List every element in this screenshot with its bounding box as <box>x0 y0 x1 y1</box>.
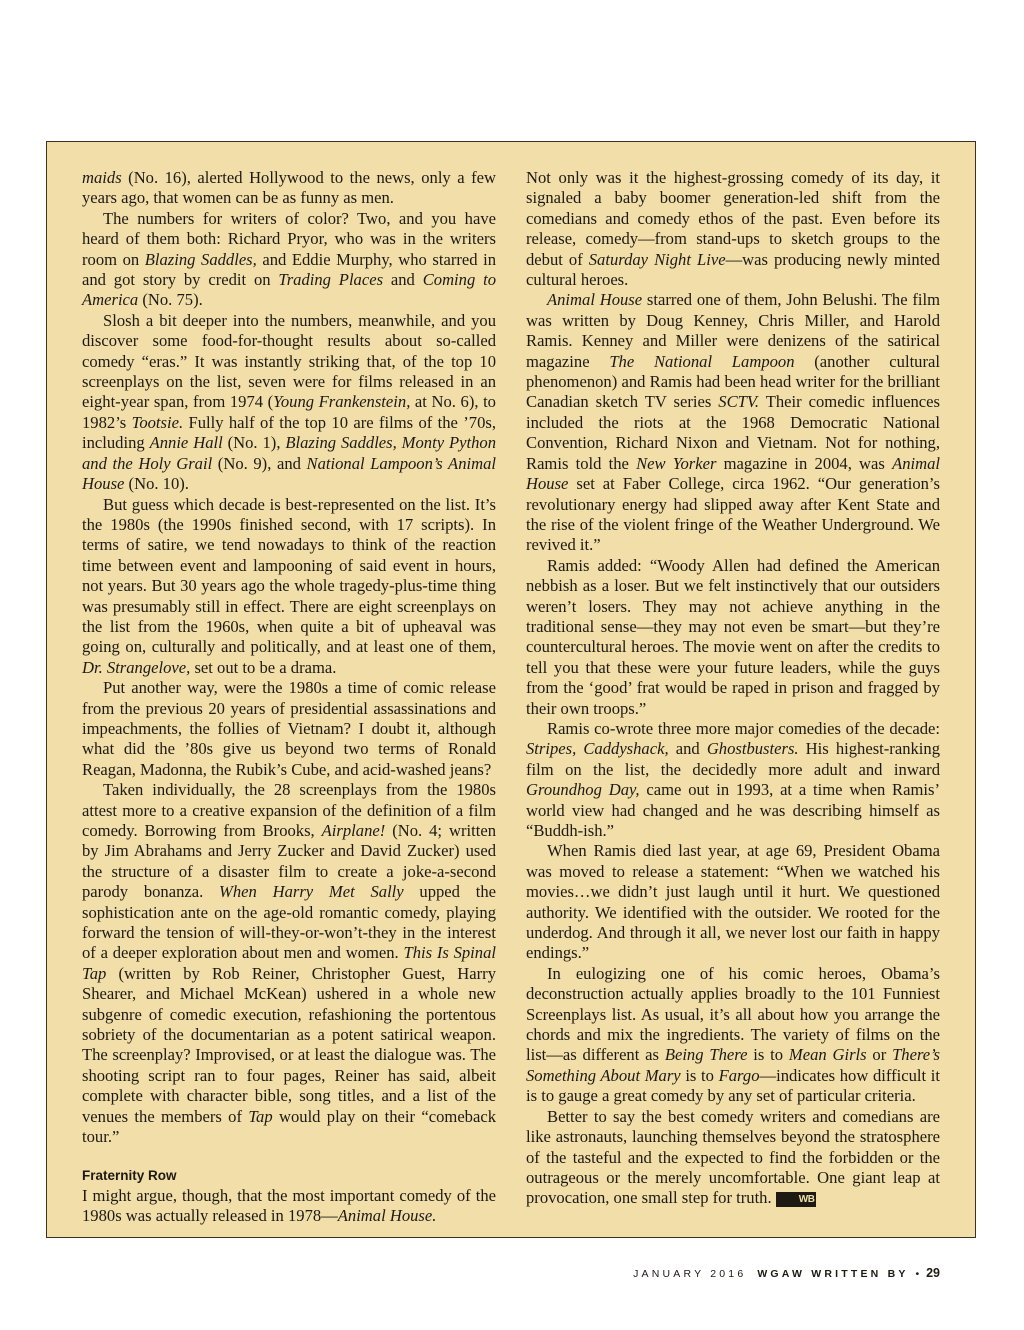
footer-publication: WGAW WRITTEN BY <box>757 1268 909 1280</box>
text-run: Put another way, were the 1980s a time of comic release from the previous 20 years of presidential assassinations and impeachments, the follies of Vietnam? I doubt it, although what did the ’80s give us beyond two terms of Ronald Reagan, Madonna, the Rubik’s Cube, and acid-washed jeans? <box>82 678 496 779</box>
left-column-paragraphs <box>82 168 496 1148</box>
italic-title: Saturday Night Live <box>588 249 726 269</box>
page-number: 29 <box>926 1266 940 1280</box>
text-run: When Ramis died last year, at age 69, President Obama was moved to release a statement: “When we watched his movies…we didn’t just laugh until it hurt. We questioned authority. We identified with the outsider. We rooted for the underdog. And through it all, we never lost our faith in happy endings.” <box>526 841 940 963</box>
text-run: starred one of them, John Belushi. The film was written by Doug Kenney, Chris Miller, and Harold Ramis. Kenney and Miller were denizens of the satirical magazine <box>526 290 940 371</box>
italic-title: Young Frankenstein, <box>273 392 411 412</box>
text-run: at No. 6), to 1982’s <box>82 392 496 432</box>
italic-title: Stripes, Caddyshack, <box>526 739 669 759</box>
text-run: set at Faber College, circa 1962. “Our generation’s revolutionary energy had slipped away after Kent State and the rise of the violent fringe of the Weather Underground. We revived it.” <box>526 474 940 555</box>
italic-title: New Yorker <box>636 453 717 473</box>
paragraph <box>526 841 940 963</box>
italic-title: Groundhog Day, <box>526 780 640 800</box>
italic-title: National Lampoon’s Animal House <box>82 453 496 494</box>
text-run: and <box>383 270 423 290</box>
text-run: and Eddie Murphy, who starred in and got story by credit on <box>82 249 497 290</box>
text-run: —indicates how difficult it is to gauge a great comedy by any set of particular criteria. <box>526 1065 941 1106</box>
text-run: or <box>866 1045 893 1065</box>
text-run: The numbers for writers of color? Two, and you have heard of them both: Richard Pryor, who was in the writers room on <box>82 208 496 269</box>
text-run: (No. 1), <box>222 433 286 453</box>
text-run: magazine in 2004, was <box>716 453 893 473</box>
italic-title: Airplane! <box>321 821 386 840</box>
right-column <box>526 168 940 1209</box>
text-run: Fully half of the top 10 are films of the ’70s, including <box>82 412 496 453</box>
text-run: (another cultural phenomenon) and Ramis had been head writer for the brilliant Canadian sketch TV series <box>526 351 940 412</box>
text-run: Ramis co-wrote three more major comedies of the decade: <box>547 718 940 738</box>
text-run: Slosh a bit deeper into the numbers, meanwhile, and you discover some food-for-thought results about so-called comedy “eras.” It was instantly striking that, of the top 10 screenplays on the list, seven were for films released in an eight-year span, from 1974 ( <box>82 310 496 412</box>
text-run: is to <box>680 1065 719 1085</box>
text-run: would play on their “comeback tour.” <box>82 1106 497 1147</box>
footer-issue-date: JANUARY 2016 <box>633 1268 747 1280</box>
paragraph <box>82 311 496 495</box>
paragraph <box>82 780 496 1147</box>
paragraph <box>526 964 940 1107</box>
text-run: In eulogizing one of his comic heroes, Obama’s deconstruction actually applies broadly to the 101 Funniest Screenplays list. As usual, it’s all about how you arrange the chords and mix the ingredients. The variety of films on the list—as different as <box>526 963 940 1065</box>
text-run: (written by Rob Reiner, Christopher Guest, Harry Shearer, and Michael McKean) ushered in a whole new subgenre of comedic execution, refashioning the portentous sobriety of the documentarian as a potent satirical weapon. The screenplay? Improvised, or at least the dialogue was. The shooting script ran to four pages, Reiner has said, albeit complete with character bible, song titles, and a list of the venues the members of <box>82 963 496 1126</box>
page-footer <box>633 1266 940 1280</box>
italic-title: Trading Places <box>278 270 384 290</box>
text-run: and <box>668 739 707 759</box>
left-column <box>82 168 496 1226</box>
italic-title: Animal House. <box>337 1205 437 1225</box>
text-run: upped the sophistication ante on the age-old romantic comedy, playing forward the tension of will-they-or-won’t-they in the interest of a deeper exploration about men and women. <box>82 882 497 963</box>
left-column-after-subhead <box>82 1186 496 1227</box>
text-run: came out in 1993, at a time when Ramis’ world view had changed and he was describing himself as “Buddh-ish.” <box>526 780 940 840</box>
text-run: set out to be a drama. <box>190 657 337 677</box>
text-run: (No. 4; written by Jim Abrahams and Jerry Zucker and David Zucker) used the structure of a disaster film to create a joke-a-second parody bonanza. <box>82 821 496 902</box>
paragraph <box>526 719 940 841</box>
italic-title: Animal House <box>547 290 643 310</box>
italic-title: Being There <box>664 1045 748 1065</box>
paragraph <box>82 495 496 679</box>
italic-title: Dr. Strangelove, <box>82 657 191 677</box>
italic-title: SCTV. <box>718 392 760 412</box>
italic-title: maids <box>82 168 122 187</box>
paragraph <box>82 209 496 311</box>
text-run: Taken individually, the 28 screenplays from the 1980s attest more to a creative expansion of the definition of a film comedy. Borrowing from Brooks, <box>82 780 496 840</box>
italic-title: Blazing Saddles, Monty Python and the Holy Grail <box>82 433 496 473</box>
italic-title: Tap <box>248 1106 273 1126</box>
text-run: Better to say the best comedy writers and comedians are like astronauts, launching themselves beyond the stratosphere of the tasteful and the expected to find the forbidden or the outrageous or the merely uncomfortable. One giant leap at provocation, one small step for truth. <box>526 1106 940 1208</box>
paragraph <box>82 1186 496 1227</box>
text-run: I might argue, though, that the most important comedy of the 1980s was actually released in 1978— <box>82 1185 496 1225</box>
text-run: is to <box>747 1045 789 1065</box>
section-subhead: Fraternity Row <box>82 1167 177 1183</box>
italic-title: When Harry Met Sally <box>219 882 404 902</box>
paragraph <box>526 290 940 555</box>
italic-title: Coming to America <box>82 270 497 310</box>
text-run: —was producing newly minted cultural heroes. <box>526 249 940 290</box>
text-run: (No. 16), alerted Hollywood to the news, only a few years ago, that women can be as funny as men. <box>82 168 496 208</box>
paragraph <box>526 1107 940 1209</box>
italic-title: Tootsie. <box>131 412 184 432</box>
paragraph <box>82 678 496 780</box>
article-panel <box>46 141 976 1238</box>
text-run: His highest-ranking film on the list, the decidedly more adult and inward <box>526 739 940 779</box>
paragraph <box>526 168 940 290</box>
footer-separator: • <box>915 1268 920 1280</box>
italic-title: There’s Something About Mary <box>526 1045 941 1085</box>
text-run: (No. 75). <box>138 290 203 310</box>
text-run: Not only was it the highest-grossing comedy of its day, it signaled a baby boomer generation-led shift from the comedians and comedy ethos of the past. Even before its release, comedy—from stand-ups to sketch groups to the debut of <box>526 168 940 269</box>
italic-title: Annie Hall <box>149 433 223 453</box>
text-run: Their comedic influences included the riots at the 1968 Democratic National Convention, Richard Nixon and Vietnam. Not for nothing, Ramis told the <box>526 392 940 473</box>
text-run: (No. 10). <box>124 474 189 494</box>
italic-title: The National Lampoon <box>609 351 795 371</box>
text-run: Ramis added: “Woody Allen had defined the American nebbish as a loser. But we felt instinctively that our outsiders weren’t losers. They may not achieve anything in the traditional sense—they may not even be smart—but they’re countercultural heroes. The movie went on after the credits to tell you that these were your future leaders, while the guys from the ‘good’ frat would be raped in prison and fragged by their own troops.” <box>526 555 940 718</box>
italic-title: Fargo <box>718 1065 760 1085</box>
italic-title: Mean Girls <box>788 1045 867 1065</box>
italic-title: This Is Spinal Tap <box>82 943 496 983</box>
italic-title: Blazing Saddles, <box>144 249 257 269</box>
italic-title: Animal House <box>526 453 940 494</box>
right-column-paragraphs <box>526 168 940 1209</box>
paragraph <box>82 168 496 209</box>
text-run: (No. 9), and <box>212 453 307 473</box>
italic-title: Ghostbusters. <box>706 739 799 759</box>
paragraph <box>526 556 940 719</box>
end-mark-icon: WB <box>776 1192 817 1207</box>
text-run: But guess which decade is best-represented on the list. It’s the 1980s (the 1990s finished second, with 17 scripts). In terms of satire, we tend nowadays to think of the reaction time between event and lampooning of said event in hours, not years. But 30 years ago the whole tragedy-plus-time thing was presumably still in effect. There are eight screenplays on the list from the 1960s, when quite a bit of upheaval was going on, culturally and politically, and at least one of them, <box>82 494 496 657</box>
